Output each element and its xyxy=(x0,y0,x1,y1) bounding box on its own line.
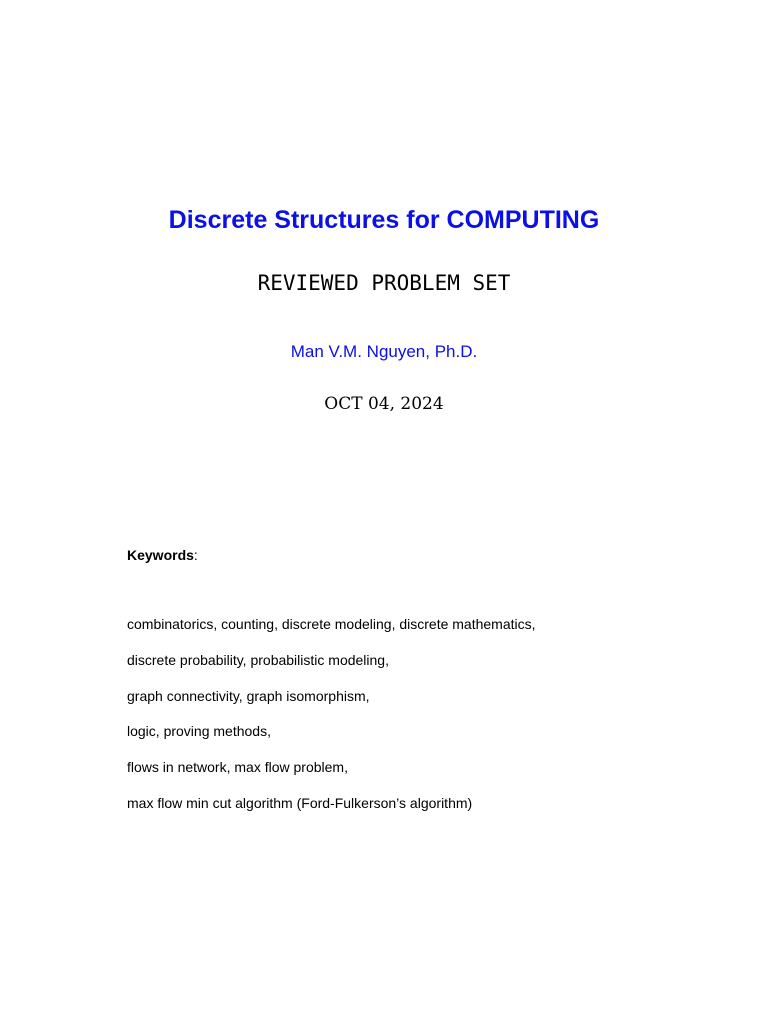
keyword-line: logic, proving methods, xyxy=(127,723,271,740)
author-name: Man V.M. Nguyen, Ph.D. xyxy=(290,342,478,361)
keyword-line: flows in network, max flow problem, xyxy=(127,759,348,776)
keyword-line: discrete probability, probabilistic modeling, xyxy=(127,651,389,668)
document-title: Discrete Structures for COMPUTING xyxy=(168,206,600,234)
keywords-heading xyxy=(127,545,198,565)
keywords-label: Keywords xyxy=(127,547,194,563)
keywords-colon: : xyxy=(193,547,198,563)
keyword-line: max flow min cut algorithm (Ford-Fulkerson’s algorithm) xyxy=(127,794,473,811)
keywords-list xyxy=(127,614,536,829)
keyword-line: combinatorics, counting, discrete modeling, discrete mathematics, xyxy=(127,616,536,632)
document-subtitle: REVIEWED PROBLEM SET xyxy=(257,271,511,295)
keyword-line: graph connectivity, graph isomorphism, xyxy=(127,687,370,704)
document-date: OCT 04, 2024 xyxy=(324,394,444,414)
